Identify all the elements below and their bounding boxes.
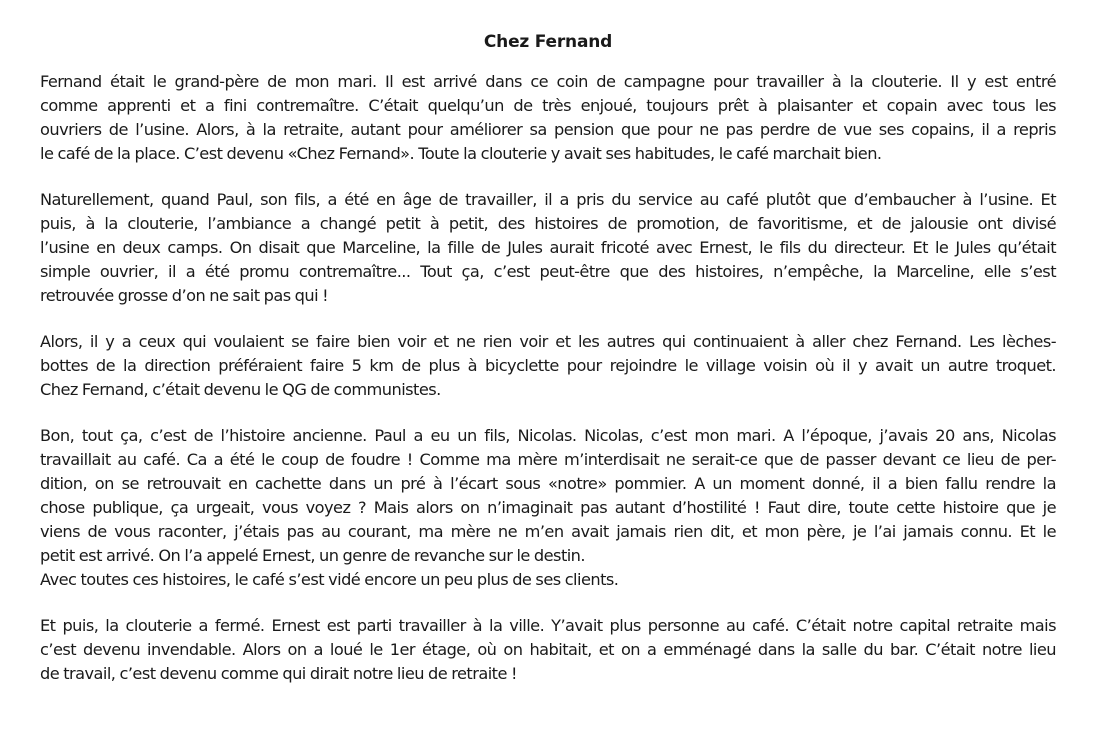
text-line: puis, à la clouterie, l’ambiance a changé petit à petit, des histoires de promotion, de favoritisme, et de jalousie ont divisé bbox=[40, 214, 1056, 233]
text-line: dition, on se retrouvait en cachette dans un pré à l’écart sous «notre» pommier. A un moment donné, il a bien fallu rendre la bbox=[40, 474, 1056, 493]
paragraph-3 bbox=[40, 330, 1056, 402]
text-line: comme apprenti et a fini contremaître. C’était quelqu’un de très enjoué, toujours prêt à plaisanter et copain avec tous les bbox=[40, 96, 1056, 115]
document-title: Chez Fernand bbox=[483, 32, 613, 52]
document-page bbox=[40, 30, 1056, 708]
paragraph-1 bbox=[40, 70, 1056, 166]
text-line: Alors, il y a ceux qui voulaient se faire bien voir et ne rien voir et les autres qui continuaient à aller chez Fernand. Les lèches- bbox=[40, 332, 1056, 351]
text-line: bottes de la direction préféraient faire 5 km de plus à bicyclette pour rejoindre le village voisin où il y avait un autre troquet. bbox=[40, 356, 1056, 375]
text-line: de travail, c’est devenu comme qui dirait notre lieu de retraite ! bbox=[40, 664, 517, 683]
text-line: l’usine en deux camps. On disait que Marceline, la fille de Jules aurait fricoté avec Ernest, le fils du directeur. Et le Jules qu’était bbox=[40, 238, 1056, 257]
text-line: Avec toutes ces histoires, le café s’est vidé encore un peu plus de ses clients. bbox=[40, 570, 619, 589]
text-line: Bon, tout ça, c’est de l’histoire ancienne. Paul a eu un fils, Nicolas. Nicolas, c’est mon mari. A l’époque, j’avais 20 ans, Nicolas bbox=[40, 426, 1056, 445]
text-line: Et puis, la clouterie a fermé. Ernest est parti travailler à la ville. Y’avait plus personne au café. C’était notre capital retraite mais bbox=[40, 616, 1056, 635]
paragraph-4 bbox=[40, 424, 1056, 592]
text-line: petit est arrivé. On l’a appelé Ernest, un genre de revanche sur le destin. bbox=[40, 546, 585, 565]
text-line: Naturellement, quand Paul, son fils, a été en âge de travailler, il a pris du service au café plutôt que d’embaucher à l’usine. Et bbox=[40, 190, 1056, 209]
text-line: viens de vous raconter, j’étais pas au courant, ma mère ne m’en avait jamais rien dit, et mon père, je l’ai jamais connu. Et le bbox=[40, 522, 1056, 541]
text-line: le café de la place. C’est devenu «Chez Fernand». Toute la clouterie y avait ses habitudes, le café marchait bien. bbox=[40, 144, 882, 163]
text-line: Fernand était le grand-père de mon mari. Il est arrivé dans ce coin de campagne pour travailler à la clouterie. Il y est entré bbox=[40, 72, 1056, 91]
text-line: Chez Fernand, c’était devenu le QG de communistes. bbox=[40, 380, 441, 399]
text-line: c’est devenu invendable. Alors on a loué le 1er étage, où on habitait, et on a emménagé dans la salle du bar. C’était notre lieu bbox=[40, 640, 1056, 659]
text-line: ouvriers de l’usine. Alors, à la retraite, autant pour améliorer sa pension que pour ne pas perdre de vue ses copains, il a repris bbox=[40, 120, 1056, 139]
paragraph-5 bbox=[40, 614, 1056, 686]
text-line: simple ouvrier, il a été promu contremaître... Tout ça, c’est peut-être que des histoires, n’empêche, la Marceline, elle s’est bbox=[40, 262, 1056, 281]
text-line: chose publique, ça urgeait, vous voyez ? Mais alors on n’imaginait pas autant d’hostilité ! Faut dire, toute cette histoire que je bbox=[40, 498, 1056, 517]
text-line: travaillait au café. Ca a été le coup de foudre ! Comme ma mère m’interdisait ne serait-ce que de passer devant ce lieu de per- bbox=[40, 450, 1056, 469]
paragraph-2 bbox=[40, 188, 1056, 308]
text-line: retrouvée grosse d’on ne sait pas qui ! bbox=[40, 286, 329, 305]
